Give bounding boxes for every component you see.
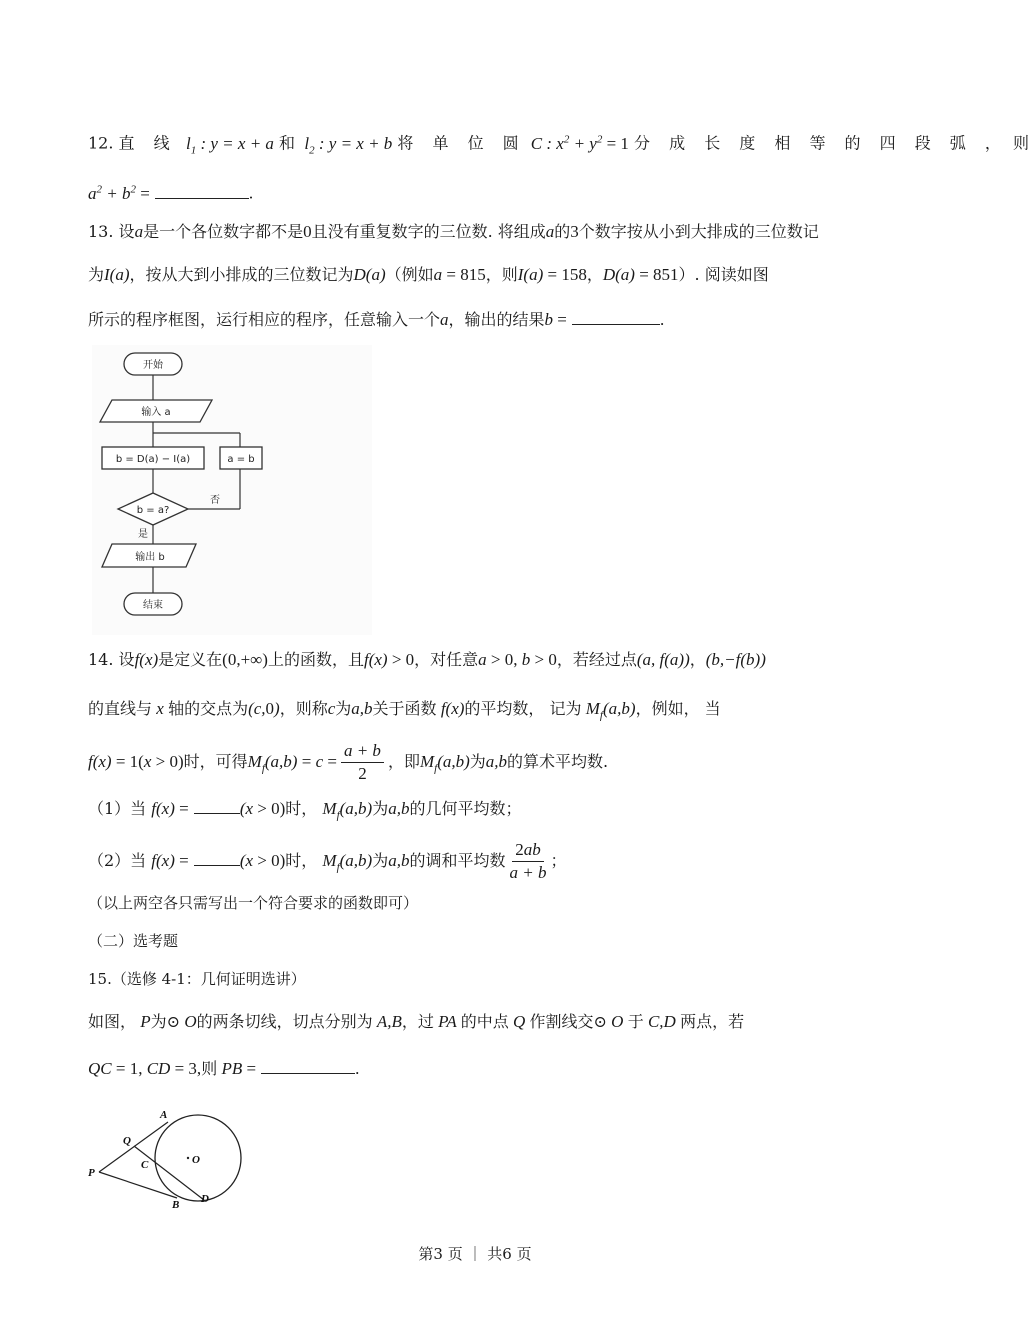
q12-math: $a^2 + b^2$ = [88,183,150,203]
q12-line1 [88,127,1029,162]
q13-text: ，则 [485,265,518,284]
q13-text: 设 [118,222,135,241]
q15-text: 的中点 [460,1012,509,1031]
q14-text: ，例如， 当 [635,699,721,718]
q13-num: 3 [570,222,579,241]
q15-math: PA [433,1012,461,1031]
q15-math: C,D [643,1012,681,1031]
q15-text: 如图， [88,1012,137,1031]
answer-blank[interactable] [155,182,249,199]
q14-math: $M_f(a,b)$ [322,851,373,874]
q14-number: 14. [88,650,114,669]
q13-line2 [88,263,769,287]
q14-math: (x > 0) [239,851,286,870]
q13-line1 [88,220,819,244]
q13-math: D(a) [353,265,386,284]
q13-math: b = [544,310,567,329]
q14-text: 的几何平均数； [409,799,522,818]
q13-math: a [134,222,144,241]
q15-math: P [136,1012,151,1031]
q15-text: ，过 [401,1012,434,1031]
q12-line2: $a^2 + b^2$ = . [88,183,254,203]
flow-decision-label: b = a? [136,505,170,516]
q15-text: 两点，若 [680,1012,745,1031]
q14-text: ，即 [387,752,420,771]
q12-text: 直 线 [118,133,177,153]
q13-line3: 所示的程序框图，运行相应的程序，任意输入一个a，输出的结果b = . [88,310,665,329]
flow-input-label: 输入 a [141,407,171,418]
q14-text: 是定义在 [158,650,223,669]
fraction: $\frac{2ab}{a + b}$ [509,840,547,882]
program-flowchart [92,345,372,635]
q15-text: 于 [627,1012,644,1031]
label-o: O [192,1154,200,1166]
q14-text: （1）当 [88,799,147,818]
q14-text: 设 [118,650,135,669]
answer-blank[interactable] [261,1057,355,1074]
q13-math: I(a) = 158 [517,265,587,284]
q14-math: f(x) [436,699,465,718]
q14-math: a,b [388,799,410,818]
q14-math: a,b [351,699,373,718]
q14-text: （2）当 [88,851,147,870]
q14-math: (x > 0) [239,799,286,818]
q15-text: 作割线交⊙ [529,1012,607,1031]
center-point [187,1157,189,1159]
q13-text: 且没有重复数字的三位数. 将组成 [311,222,546,241]
q15-math: O [180,1012,197,1031]
q14-math: (b,−f(b)) [705,650,766,669]
q13-num: 0 [303,222,312,241]
q14-math: f(x) > 0 [363,650,415,669]
q15-math: QC = 1, CD = 3, [88,1059,202,1078]
q14-text: ； [550,851,567,870]
q12-text: 分 成 长 度 相 等 的 四 段 弧 ， [634,133,1008,153]
q15-line2: QC = 1, CD = 3,则 PB = . [88,1059,360,1078]
label-b: B [172,1199,180,1211]
q14-math: c [327,699,336,718]
page-footer: 第3 页 ｜ 共6 页 [418,1245,532,1263]
label-p: P [88,1167,95,1179]
q14-text: 为 [372,799,389,818]
q14-text: 的平均数， 记为 [464,699,582,718]
q14-text: 为 [372,851,389,870]
q14-text: ，对任意 [414,650,479,669]
q14-text: 关于函数 [372,699,437,718]
q14-note: （以上两空各只需写出一个符合要求的函数即可） [88,894,419,912]
q14-math: a > 0, b > 0 [478,650,557,669]
q12-math: $l_2$ : y = x + b [300,133,393,157]
q13-text: （例如 [385,265,434,284]
q14-text: 时， [285,851,318,870]
q15-math: O [606,1012,628,1031]
q14-part2 [88,836,566,892]
q14-text: 的直线与 [88,699,153,718]
q14-text: 时， [285,799,318,818]
flow-no-label: 否 [210,495,220,506]
q14-text: ， [689,650,706,669]
answer-blank[interactable] [194,849,240,866]
q14-math: a,b [485,752,508,771]
fraction: $\frac{a + b}{2}$ [341,740,384,785]
q14-math: a,b [388,851,410,870]
label-a: A [160,1109,168,1121]
flow-process-label: b = D(a) − I(a) [115,454,191,465]
q14-line1 [88,648,766,672]
q14-math: (c,0) [248,699,280,718]
q14-line3 [88,737,608,793]
q14-math: f(x) = [151,799,189,818]
q13-text: 的 [554,222,571,241]
q14-text: 上的函数，且 [267,650,364,669]
q14-math: f(x) = [151,851,189,870]
q15-math: Q [508,1012,530,1031]
q13-math: D(a) = 851 [602,265,679,284]
q14-text: ，则称 [279,699,328,718]
q15-text: 为⊙ [150,1012,181,1031]
q13-math: a [545,222,555,241]
q13-text: 为 [88,265,105,284]
q13-number: 13. [88,222,114,241]
q12-math: C : $x^2 + y^2 = 1$ [530,133,629,153]
flow-yes-label: 是 [138,529,148,540]
flow-end-label: 结束 [143,600,163,611]
q12-number: 12. [88,133,114,153]
q14-math: (a, f(a)) [636,650,690,669]
q14-text: ，若经过点 [556,650,637,669]
q12-text: 则 [1013,133,1029,153]
q15-math: A,B [372,1012,402,1031]
q15-line1 [88,1010,744,1034]
q13-text: 个数字按从小到大排成的三位数记 [578,222,819,241]
q15-header: 15.（选修 4-1：几何证明选讲） [88,970,306,988]
q14-math: (0,+∞) [222,650,268,669]
q13-text: ， [586,265,603,284]
q14-text: 时，可得 [183,752,248,771]
q14-text: 的算术平均数. [507,752,609,771]
flow-output-label: 输出 b [135,552,165,563]
q14-math: f(x) [134,650,159,669]
q14-math: $M_f(a,b)$ [581,699,636,722]
q14-text: 轴的交点为 [168,699,249,718]
q12-math: $l_1$ : y = x + a [181,133,274,157]
circle-tangent-figure [84,1102,254,1212]
q14-math: $M_f(a,b)$ [419,752,470,775]
label-c: C [141,1159,149,1171]
q13-text: ，按从大到小排成的三位数记为 [129,265,354,284]
answer-blank[interactable] [572,308,660,325]
q13-text: 所示的程序框图，运行相应的程序，任意输入一个 [88,310,441,329]
q14-math: $M_f(a,b) = c$ = [247,752,337,775]
flow-start-label: 开始 [143,360,163,371]
q14-line2 [88,697,721,727]
q12-text: 和 [279,133,296,153]
q14-text: 的调和平均数 [409,851,506,870]
q14-math: x [152,699,169,718]
q13-text: ）. 阅读如图 [678,265,769,284]
answer-blank[interactable] [194,797,240,814]
q15-math: PB = [217,1059,257,1078]
flow-assign-label: a = b [227,454,255,465]
q15-text: 的两条切线，切点分别为 [196,1012,373,1031]
q15-text: 则 [201,1059,218,1078]
q14-text: 为 [335,699,352,718]
q14-math: f(x) = 1(x > 0) [88,752,184,771]
q12-text: 将 单 位 圆 [397,133,526,153]
q14-text: 为 [469,752,486,771]
q13-math: I(a) [104,265,130,284]
label-q: Q [123,1135,131,1147]
q13-math: a = 815 [433,265,486,284]
q14-math: $M_f(a,b)$ [322,799,373,822]
section-title: （二）选考题 [88,932,179,950]
q13-text: 是一个各位数字都不是 [143,222,304,241]
q14-part1 [88,797,521,827]
label-d: D [201,1193,209,1205]
q13-math: a [440,310,449,329]
q13-text: ，输出的结果 [448,310,545,329]
